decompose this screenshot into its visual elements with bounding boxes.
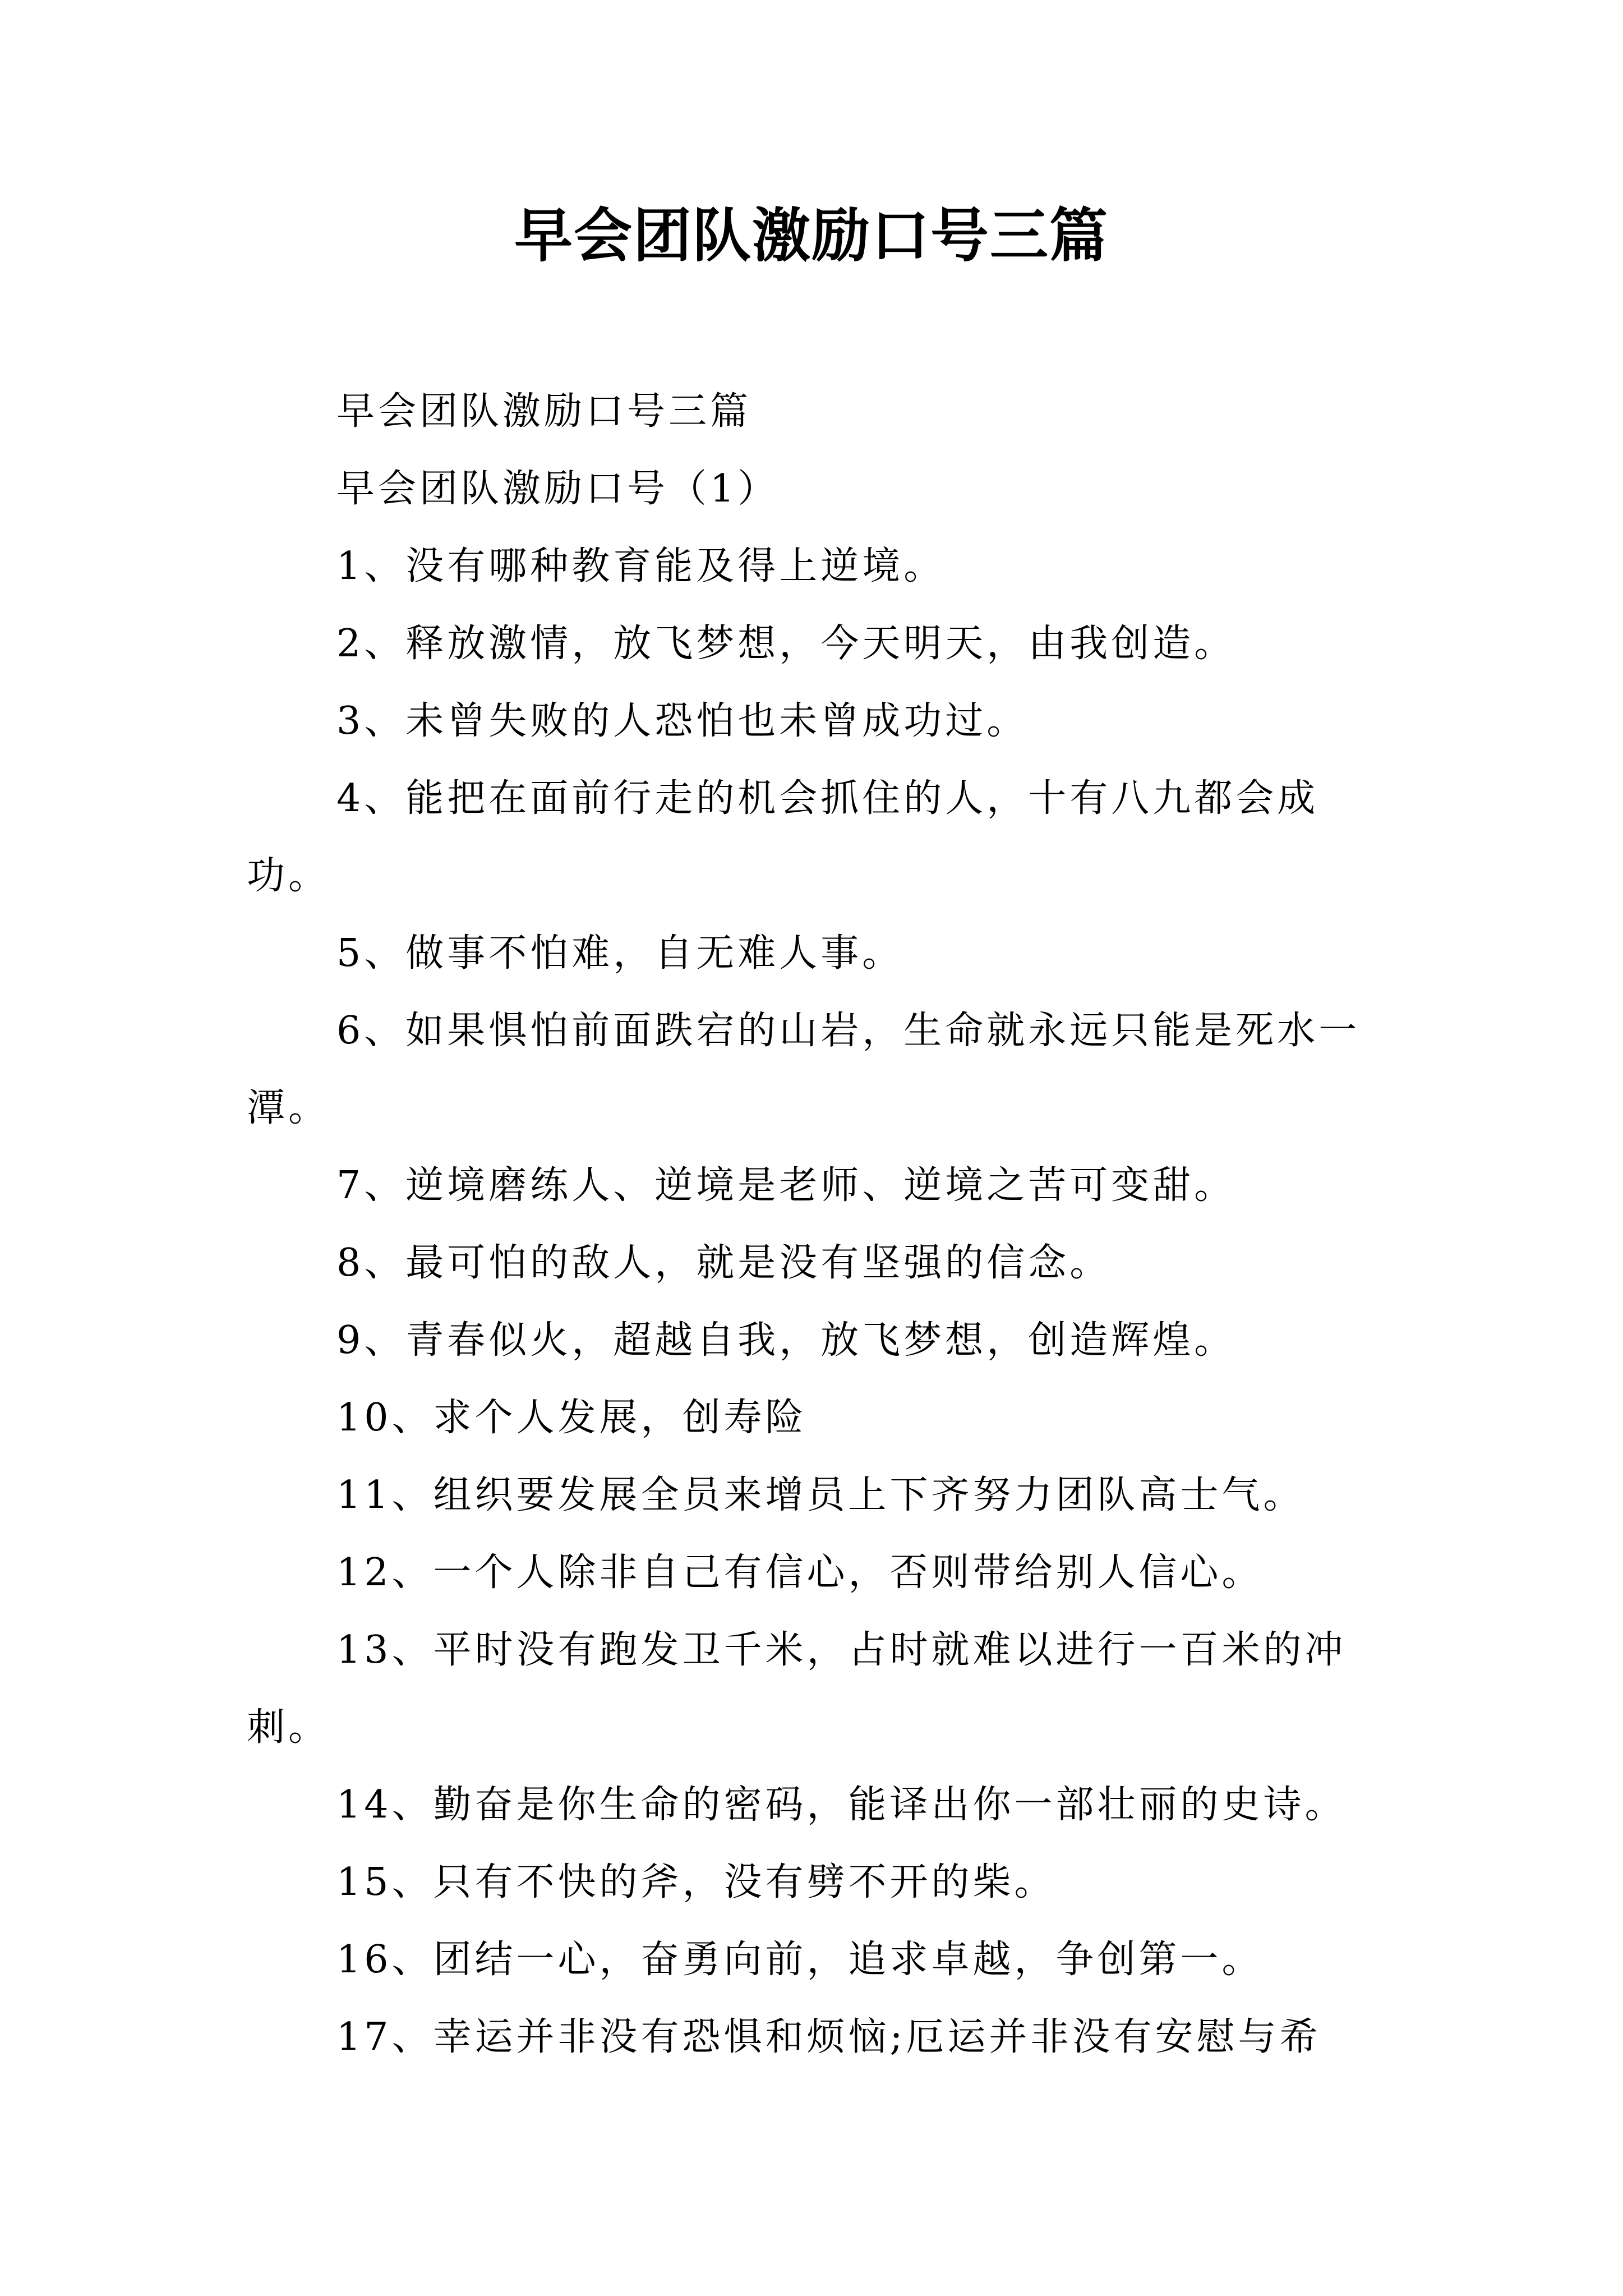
paragraph: 7、逆境磨练人、逆境是老师、逆境之苦可变甜。 xyxy=(336,1163,1236,1208)
paragraph: 早会团队激励口号（1） xyxy=(336,467,780,511)
paragraph: 16、团结一心，奋勇向前，追求卓越，争创第一。 xyxy=(336,1938,1264,1982)
document-body xyxy=(247,373,1380,2076)
paragraph: 10、求个人发展，创寿险 xyxy=(336,1396,807,1440)
paragraph: 14、勤奋是你生命的密码，能译出你一部壮丽的史诗。 xyxy=(336,1783,1347,1827)
paragraph: 1、没有哪种教育能及得上逆境。 xyxy=(336,544,946,588)
paragraph: 3、未曾失败的人恐怕也未曾成功过。 xyxy=(336,699,1029,743)
paragraph: 早会团队激励口号三篇 xyxy=(336,389,752,434)
paragraph: 12、一个人除非自己有信心，否则带给别人信心。 xyxy=(336,1550,1264,1595)
paragraph: 11、组织要发展全员来增员上下齐努力团队高士气。 xyxy=(336,1473,1305,1517)
paragraph: 8、最可怕的敌人，就是没有坚强的信念。 xyxy=(336,1241,1112,1285)
paragraph: 9、青春似火，超越自我，放飞梦想，创造辉煌。 xyxy=(336,1318,1236,1363)
paragraph: 15、只有不快的斧，没有劈不开的柴。 xyxy=(336,1860,1056,1904)
paragraph: 13、平时没有跑发卫千米，占时就难以进行一百米的冲刺。 xyxy=(247,1628,1347,1750)
document-title: 早会团队激励口号三篇 xyxy=(514,201,1109,270)
paragraph: 2、释放激情，放飞梦想，今天明天，由我创造。 xyxy=(336,622,1236,666)
paragraph: 4、能把在面前行走的机会抓住的人，十有八九都会成功。 xyxy=(247,776,1319,898)
paragraph: 17、幸运并非没有恐惧和烦恼;厄运并非没有安慰与希 xyxy=(336,2015,1321,2059)
paragraph: 5、做事不怕难，自无难人事。 xyxy=(336,931,904,976)
paragraph: 6、如果惧怕前面跌宕的山岩，生命就永远只能是死水一潭。 xyxy=(247,1009,1361,1130)
